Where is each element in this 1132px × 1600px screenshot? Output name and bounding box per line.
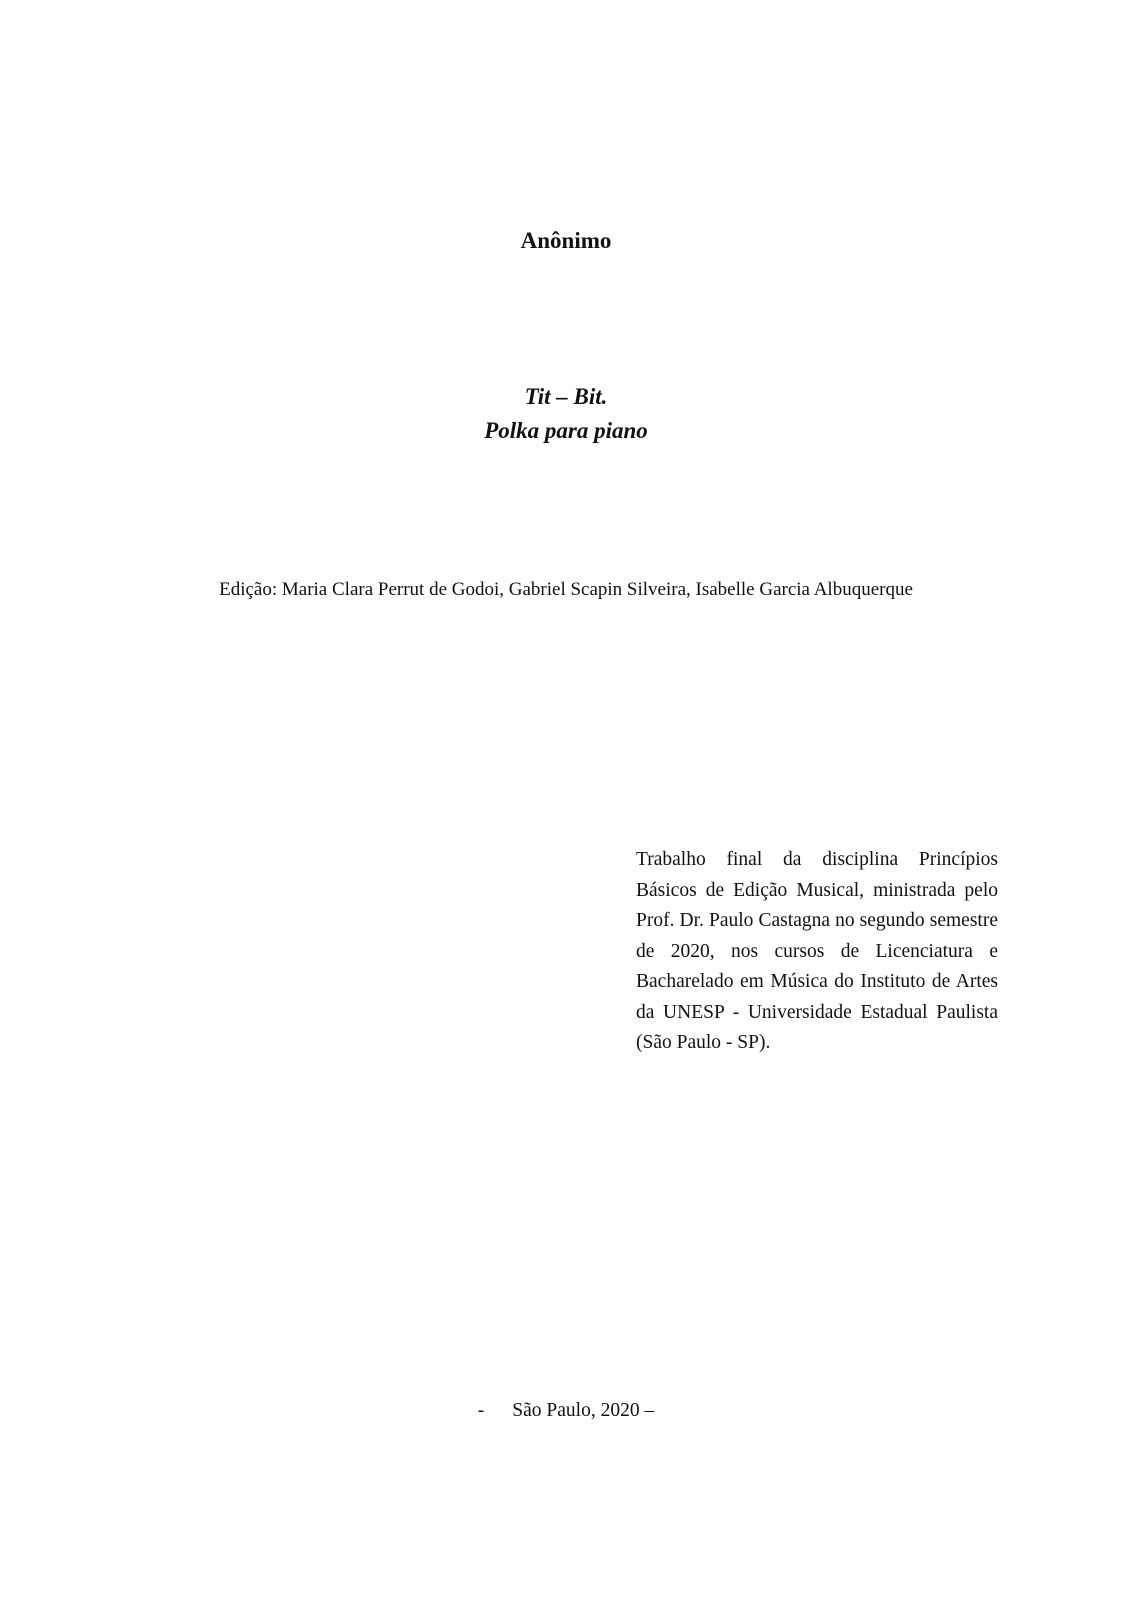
footer-text: São Paulo, 2020 – bbox=[512, 1400, 655, 1421]
editors-line: Edição: Maria Clara Perrut de Godoi, Gabriel Scapin Silveira, Isabelle Garcia Albuquerque bbox=[219, 579, 913, 600]
course-note: Trabalho final da disciplina Princípios Básicos de Edição Musical, ministrada pelo Prof. Dr. Paulo Castagna no segundo semestre de 2020, nos cursos de Licenciatura e Bacharelado em Música do Instituto de Artes da UNESP - Universidade Estadual Paulista (São Paulo - SP). bbox=[636, 849, 998, 1053]
work-subtitle: Polka para piano bbox=[484, 418, 648, 443]
author-name: Anônimo bbox=[520, 228, 612, 253]
work-title-line-1: Tit – Bit. bbox=[524, 384, 608, 409]
footer-place-date bbox=[0, 1398, 1132, 1424]
work-title bbox=[0, 380, 1132, 448]
footer-lead-dash: - bbox=[477, 1400, 485, 1421]
